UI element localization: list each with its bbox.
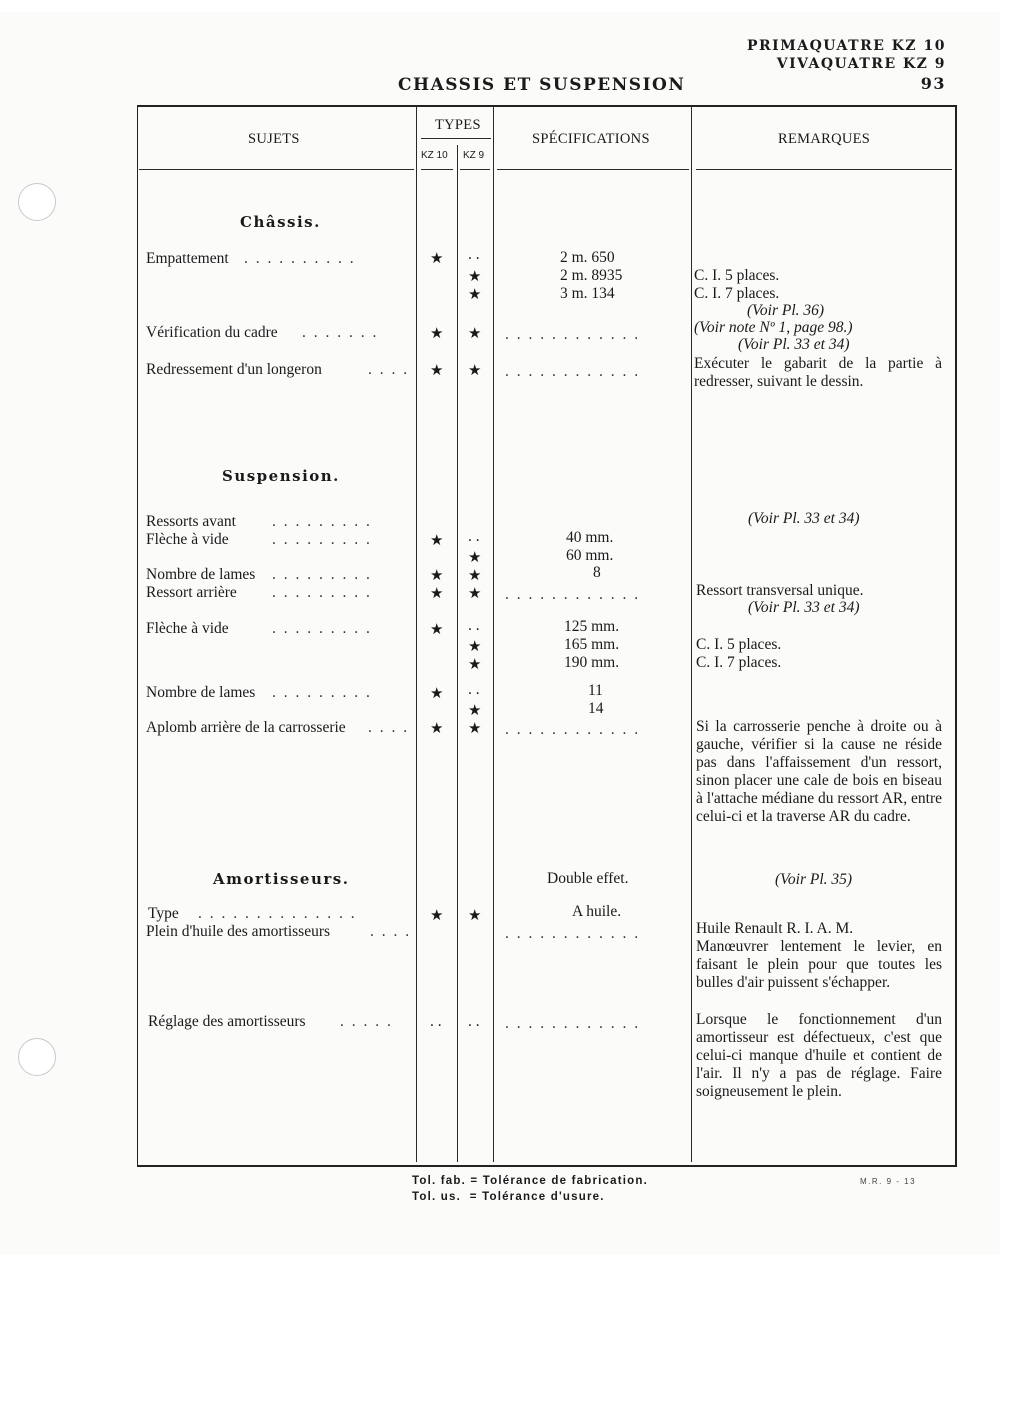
- remark-ci7-b: C. I. 7 places.: [696, 654, 782, 671]
- col-divider-2: [493, 106, 494, 1162]
- spec-lames-ar-2: 14: [588, 700, 604, 717]
- spec-fleche-av-1: 40 mm.: [566, 529, 614, 546]
- star-kz9: ★: [468, 287, 482, 303]
- footer-tol-fab: Tol. fab. = Tolérance de fabrication.: [412, 1175, 648, 1187]
- star-kz10: ★: [430, 533, 444, 549]
- dots-kz9: . .: [468, 617, 480, 634]
- leader: . . . . . . . . . .: [244, 250, 356, 267]
- dots-kz10: . .: [430, 1013, 442, 1030]
- spec-leader: . . . . . . . . . . . .: [505, 1015, 641, 1032]
- page-title: CHASSIS ET SUSPENSION: [398, 75, 686, 95]
- section-suspension: Suspension.: [222, 467, 340, 485]
- header-rule-1: [139, 169, 414, 170]
- row-empattement: Empattement: [146, 250, 229, 267]
- col-header-types: TYPES: [435, 117, 481, 133]
- spec-leader: . . . . . . . . . . . .: [505, 363, 641, 380]
- types-underline: [421, 138, 491, 139]
- star-kz10: ★: [430, 568, 444, 584]
- col-header-sujets: SUJETS: [248, 131, 300, 147]
- spec-empattement-2: 2 m. 8935: [560, 267, 623, 284]
- spec-fleche-ar-1: 125 mm.: [564, 618, 620, 635]
- remark-huile: Huile Renault R. I. A. M.: [696, 920, 854, 937]
- col-header-kz9: KZ 9: [463, 150, 485, 161]
- remark-ci5-b: C. I. 5 places.: [696, 636, 782, 653]
- spec-leader: . . . . . . . . . . . .: [505, 925, 641, 942]
- page-number: 93: [920, 74, 946, 93]
- star-kz10: ★: [430, 586, 444, 602]
- row-fleche-vide-ar: Flèche à vide: [146, 620, 229, 637]
- leader: . . . .: [368, 361, 410, 378]
- star-kz10: ★: [430, 908, 444, 924]
- spec-leader: . . . . . . . . . . . .: [505, 721, 641, 738]
- leader: . . . .: [370, 923, 412, 940]
- header-rule-4: [497, 169, 689, 170]
- star-kz10: ★: [430, 326, 444, 342]
- row-type: Type: [148, 905, 179, 922]
- spec-amort-huile: A huile.: [572, 903, 622, 920]
- row-ressorts-avant: Ressorts avant: [146, 513, 236, 530]
- leader: . . . . . . . . .: [272, 566, 372, 583]
- leader: . . . .: [368, 719, 410, 736]
- spec-leader: . . . . . . . . . . . .: [505, 586, 641, 603]
- dots-kz9: . .: [468, 528, 480, 545]
- col-header-specifications: SPÉCIFICATIONS: [532, 131, 650, 147]
- row-fleche-vide-av: Flèche à vide: [146, 531, 229, 548]
- remark-voir35: (Voir Pl. 35): [775, 871, 853, 888]
- spec-empattement-1: 2 m. 650: [560, 249, 615, 266]
- leader: . . . . . . . . . . . . . .: [198, 905, 357, 922]
- star-kz10: ★: [430, 363, 444, 379]
- star-kz9: ★: [468, 908, 482, 924]
- star-kz10: ★: [430, 721, 444, 737]
- star-kz9: ★: [468, 326, 482, 342]
- spec-fleche-ar-2: 165 mm.: [564, 636, 620, 653]
- remark-gabarit: Exécuter le gabarit de la partie à redresser, suivant le dessin.: [694, 355, 942, 390]
- row-nombre-lames-ar: Nombre de lames: [146, 684, 256, 701]
- header-rule-5: [696, 169, 952, 170]
- row-plein: Plein d'huile des amortisseurs: [146, 923, 331, 940]
- remark-voir3334: (Voir Pl. 33 et 34): [738, 336, 850, 353]
- star-kz9: ★: [468, 703, 482, 719]
- remark-ci7: C. I. 7 places.: [694, 285, 780, 302]
- footer-reference: M.R. 9 - 13: [860, 1177, 917, 1186]
- binder-hole-top: [18, 183, 56, 221]
- models-line-2: VIVAQUATRE KZ 9: [776, 56, 946, 72]
- remark-voir-note: (Voir note Nº 1, page 98.): [694, 319, 853, 336]
- remark-ci5: C. I. 5 places.: [694, 267, 780, 284]
- section-amortisseurs: Amortisseurs.: [213, 870, 350, 888]
- binder-hole-bottom: [18, 1038, 56, 1076]
- dots-kz9: . .: [468, 246, 480, 263]
- spec-amort-type: Double effet.: [547, 870, 629, 887]
- remark-transversal: Ressort transversal unique.: [696, 582, 864, 599]
- dots-kz9: . .: [468, 1013, 480, 1030]
- row-reglage: Réglage des amortisseurs: [148, 1013, 306, 1030]
- leader: . . . . . . . . .: [272, 684, 372, 701]
- col-divider-3: [691, 106, 692, 1162]
- remark-manoeuvrer: Manœuvrer lentement le levier, en faisant le plein pour que toutes les bulles d'air puissent s'échapper.: [696, 938, 942, 991]
- star-kz9: ★: [468, 568, 482, 584]
- star-kz9: ★: [468, 269, 482, 285]
- leader: . . . . . . .: [302, 324, 379, 341]
- models-line-1: PRIMAQUATRE KZ 10: [747, 38, 946, 54]
- leader: . . . . . . . . .: [272, 584, 372, 601]
- remark-aplomb: Si la carrosserie penche à droite ou à gauche, vérifier si la cause ne réside pas dans l'affaissement d'un ressort, sinon placer une cale de bois en biseau à l'attache médiane du ressort AR, entre celui-ci et la traverse AR du cadre.: [696, 718, 942, 825]
- footer-tol-us: Tol. us. = Tolérance d'usure.: [412, 1191, 605, 1203]
- row-nombre-lames-av: Nombre de lames: [146, 566, 256, 583]
- star-kz10: ★: [430, 686, 444, 702]
- header-rule-2: [421, 169, 453, 170]
- leader: . . . . .: [340, 1013, 393, 1030]
- star-kz9: ★: [468, 721, 482, 737]
- spec-fleche-ar-3: 190 mm.: [564, 654, 620, 671]
- row-aplomb: Aplomb arrière de la carrosserie: [146, 719, 346, 736]
- leader: . . . . . . . . .: [272, 531, 372, 548]
- remark-reglage: Lorsque le fonctionnement d'un amortisseur est défectueux, c'est que celui-ci manque d'huile et contient de l'air. Il n'y a pas de réglage. Faire soigneusement le plein.: [696, 1011, 942, 1100]
- star-kz9: ★: [468, 657, 482, 673]
- col-divider-1: [416, 106, 417, 1162]
- row-verification: Vérification du cadre: [146, 324, 278, 341]
- spec-leader: . . . . . . . . . . . .: [505, 326, 641, 343]
- leader: . . . . . . . . .: [272, 620, 372, 637]
- star-kz10: ★: [430, 251, 444, 267]
- dots-kz9: . .: [468, 681, 480, 698]
- star-kz9: ★: [468, 363, 482, 379]
- star-kz9: ★: [468, 550, 482, 566]
- remark-voir3334-b: (Voir Pl. 33 et 34): [748, 510, 860, 527]
- star-kz10: ★: [430, 622, 444, 638]
- section-chassis: Châssis.: [240, 213, 321, 231]
- remark-voir36: (Voir Pl. 36): [747, 302, 825, 319]
- row-redressement: Redressement d'un longeron: [146, 361, 322, 378]
- star-kz9: ★: [468, 639, 482, 655]
- leader: . . . . . . . . .: [272, 513, 372, 530]
- spec-fleche-av-2: 60 mm.: [566, 547, 614, 564]
- row-ressort-arriere: Ressort arrière: [146, 584, 237, 601]
- col-divider-types: [457, 145, 458, 1162]
- header-rule-3: [460, 169, 490, 170]
- spec-lames-av: 8: [593, 564, 601, 581]
- col-header-kz10: KZ 10: [421, 150, 448, 161]
- star-kz9: ★: [468, 586, 482, 602]
- remark-voir3334-c: (Voir Pl. 33 et 34): [748, 599, 860, 616]
- spec-empattement-3: 3 m. 134: [560, 285, 615, 302]
- spec-lames-ar-1: 11: [588, 682, 603, 699]
- col-header-remarques: REMARQUES: [778, 131, 871, 147]
